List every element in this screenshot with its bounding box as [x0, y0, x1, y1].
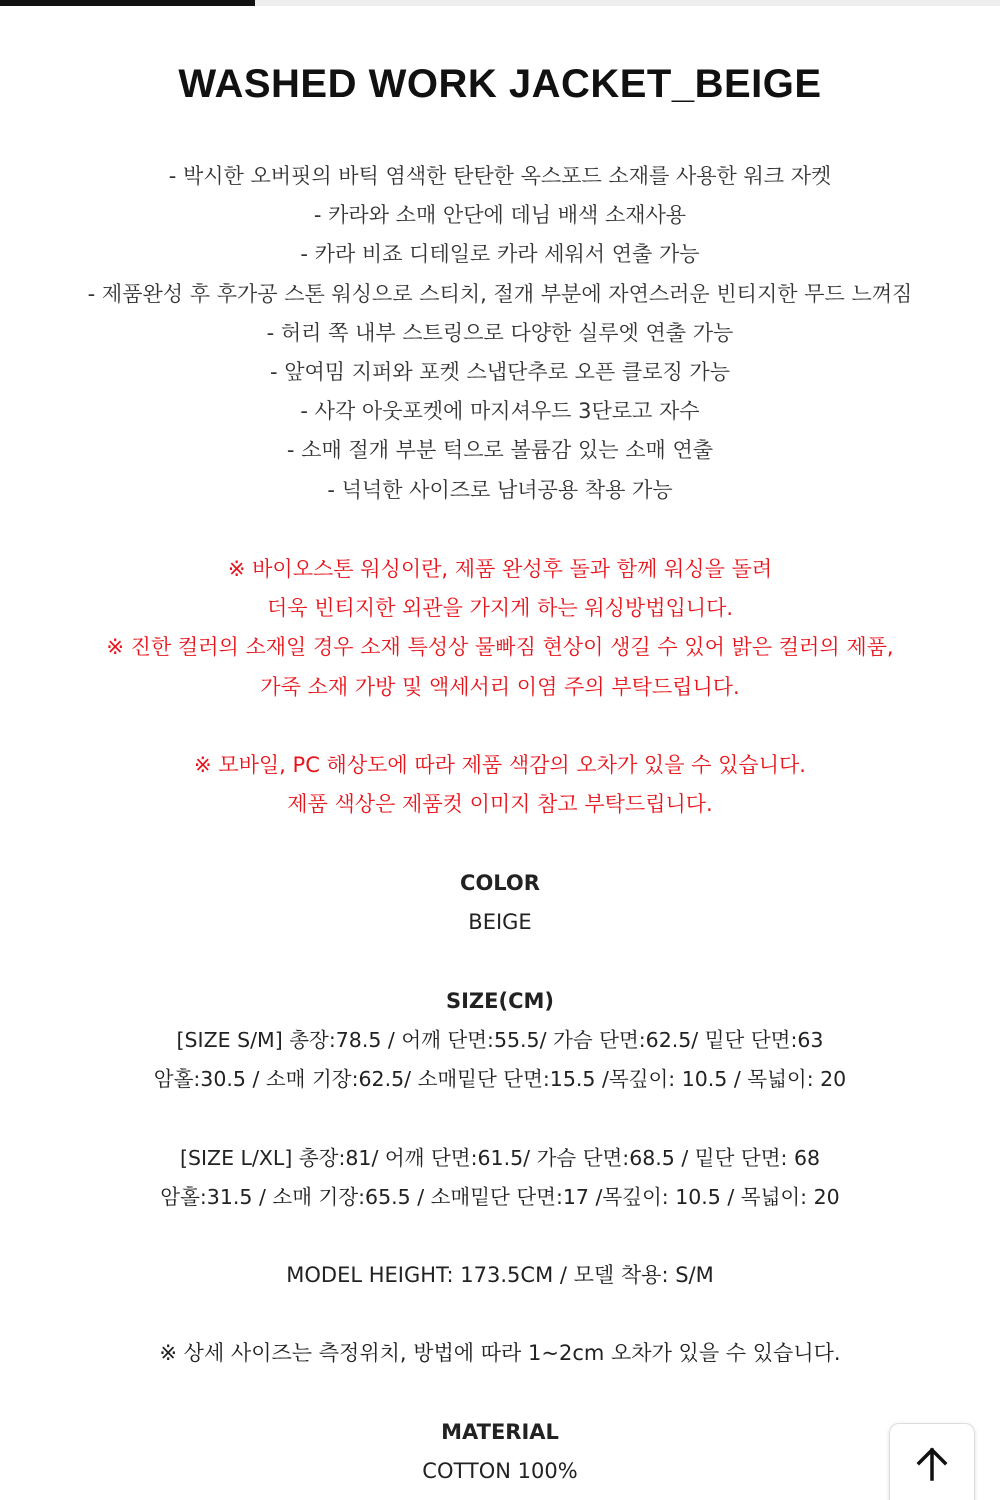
size-note: [0, 1334, 1000, 1373]
size-sm-line: 암홀:30.5 / 소매 기장:62.5/ 소매밑단 단면:15.5 /목깊이: 10.5 / 목넓이: 20: [153, 1067, 847, 1092]
material-value: COTTON 100%: [422, 1459, 578, 1484]
scroll-progress-fill: [0, 0, 255, 6]
washing-notice: [0, 550, 1000, 707]
washing-notice-line: 가죽 소재 가방 및 액세서리 이염 주의 부탁드립니다.: [260, 674, 740, 699]
size-section: [0, 982, 1000, 1217]
size-spacer: [0, 1100, 1000, 1139]
washing-notice-line: ※ 바이오스톤 워싱이란, 제품 완성후 돌과 함께 워싱을 돌려: [227, 557, 773, 581]
color-section: [0, 864, 1000, 942]
feature-item: - 앞여밈 지퍼와 포켓 스냅단추로 오픈 클로징 가능: [269, 359, 731, 384]
size-sm-line: [SIZE S/M] 총장:78.5 / 어깨 단면:55.5/ 가슴 단면:62.5/ 밑단 단면:63: [176, 1028, 824, 1053]
model-info: [0, 1256, 1000, 1295]
feature-item: - 제품완성 후 후가공 스톤 워싱으로 스티치, 절개 부분에 자연스러운 빈티지한 무드 느껴짐: [87, 281, 913, 306]
product-title: WASHED WORK JACKET_BEIGE: [178, 62, 822, 106]
washing-notice-line: 더욱 빈티지한 외관을 가지게 하는 워싱방법입니다.: [266, 596, 734, 621]
size-lxl-line: [SIZE L/XL] 총장:81/ 어깨 단면:61.5/ 가슴 단면:68.5 / 밑단 단면: 68: [179, 1145, 821, 1170]
scroll-progress-bar: [0, 0, 1000, 6]
color-value: BEIGE: [468, 910, 532, 935]
feature-item: - 허리 쪽 내부 스트링으로 다양한 실루엣 연출 가능: [266, 320, 734, 345]
washing-notice-line: ※ 진한 컬러의 소재일 경우 소재 특성상 물빠짐 현상이 생길 수 있어 밝은 컬러의 제품,: [106, 635, 894, 660]
size-heading: SIZE(CM): [445, 989, 554, 1013]
material-section: [0, 1413, 1000, 1491]
color-heading: COLOR: [460, 871, 540, 895]
feature-item: - 넉넉한 사이즈로 남녀공용 착용 가능: [327, 477, 673, 502]
arrow-up-icon: [914, 1446, 950, 1482]
feature-list: [0, 157, 1000, 510]
display-notice-line: ※ 모바일, PC 해상도에 따라 제품 색감의 오차가 있을 수 있습니다.: [194, 753, 806, 777]
size-lxl-line: 암홀:31.5 / 소매 기장:65.5 / 소매밑단 단면:17 /목깊이: 10.5 / 목넓이: 20: [160, 1184, 840, 1209]
feature-item: - 카라와 소매 안단에 데님 배색 소재사용: [313, 203, 687, 228]
model-height: MODEL HEIGHT: 173.5CM / 모델 착용: S/M: [286, 1263, 714, 1287]
display-notice-line: 제품 색상은 제품컷 이미지 참고 부탁드립니다.: [287, 792, 713, 817]
material-heading: MATERIAL: [441, 1420, 559, 1444]
scroll-to-top-button[interactable]: [889, 1423, 975, 1500]
display-notice: [0, 746, 1000, 824]
feature-item: - 박시한 오버핏의 바틱 염색한 탄탄한 옥스포드 소재를 사용한 워크 자켓: [168, 164, 832, 188]
feature-item: - 카라 비죠 디테일로 카라 세워서 연출 가능: [300, 242, 700, 267]
feature-item: - 사각 아웃포켓에 마지셔우드 3단로고 자수: [300, 399, 700, 424]
size-note-text: ※ 상세 사이즈는 측정위치, 방법에 따라 1~2cm 오차가 있을 수 있습니다.: [159, 1341, 841, 1365]
feature-item: - 소매 절개 부분 턱으로 볼륨감 있는 소매 연출: [286, 438, 714, 463]
